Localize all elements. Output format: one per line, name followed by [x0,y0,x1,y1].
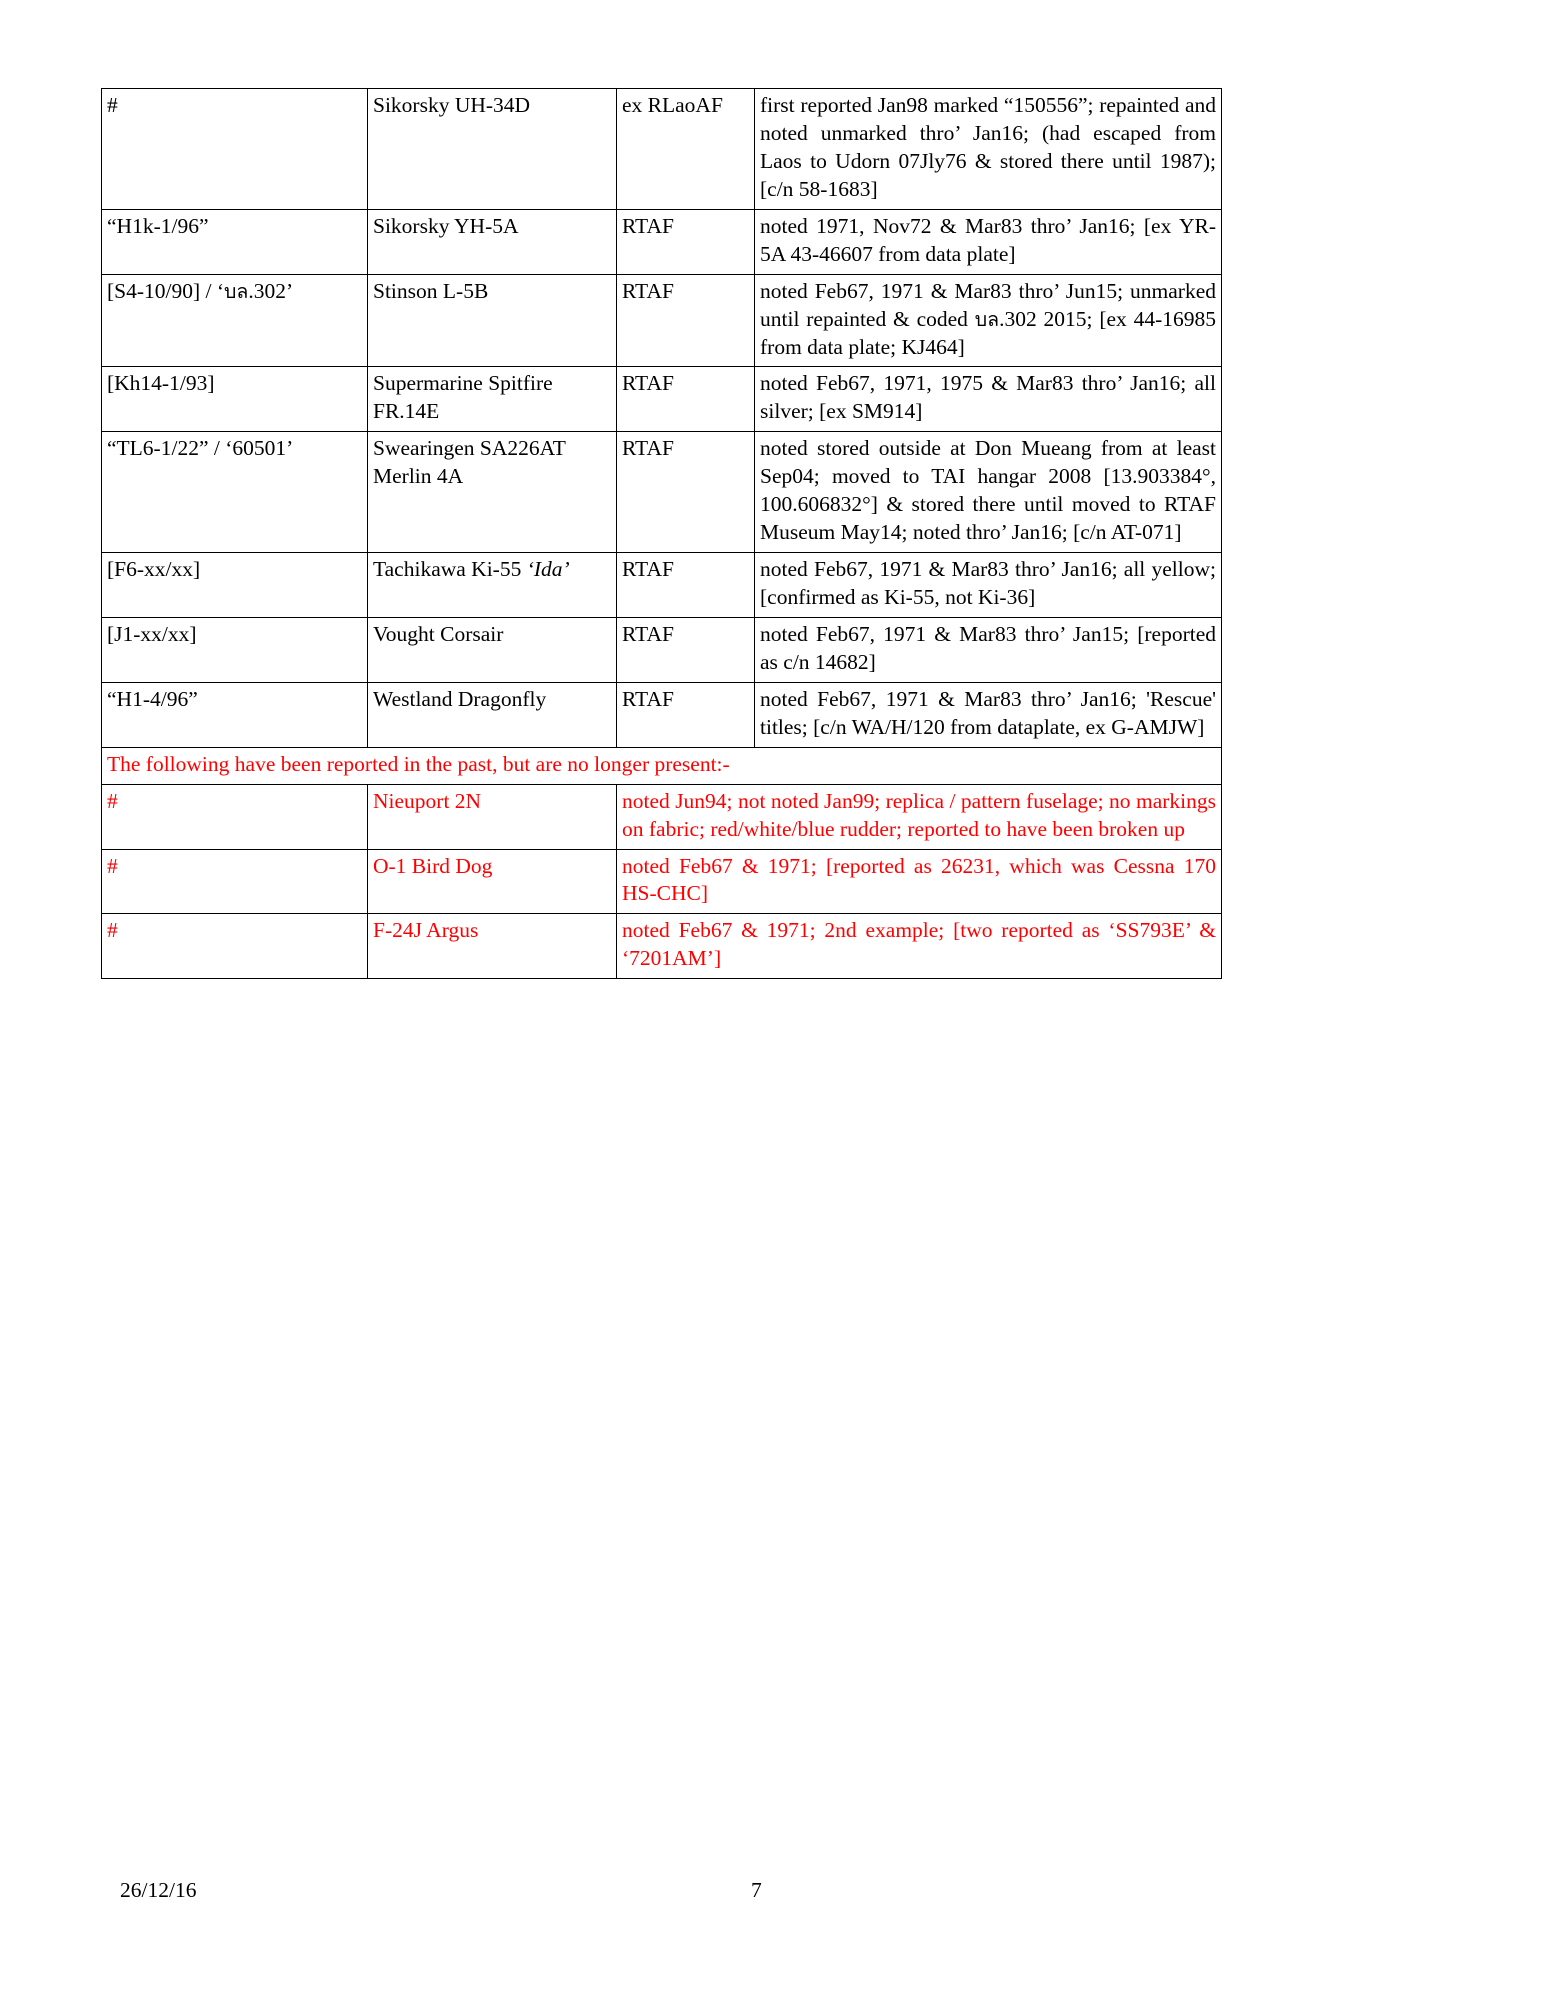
footer-page-number: 7 [751,1878,762,1902]
notes-text: noted Feb67 & 1971; [reported as 26231, which was Cessna 170 HS-CHC] [622,853,1216,906]
notes-text: noted Feb67, 1971 & Mar83 thro’ Jan16; all yellow; [confirmed as Ki-55, not Ki-36] [760,557,1216,609]
notes-text: noted Feb67, 1971 & Mar83 thro’ Jan16; 'Rescue' titles; [c/n WA/H/120 from dataplate, ex G-AMJW] [760,686,1216,739]
notes-part2: .302 2015; [ex 44-16985 from data plate; KJ464] [760,306,1216,359]
cell-type [368,553,617,618]
table-row [102,89,1222,210]
table-row [102,682,1222,747]
cell-notes [755,209,1222,274]
table-row [102,553,1222,618]
table-row-removed [102,849,1222,914]
cell-operator: RTAF [617,367,755,432]
cell-code: [J1-xx/xx] [102,617,368,682]
cell-type: O-1 Bird Dog [368,849,617,914]
cell-operator: RTAF [617,209,755,274]
cell-notes [617,784,1222,849]
table-row-removed [102,914,1222,979]
cell-code: [Kh14-1/93] [102,367,368,432]
type-nickname: ‘Ida’ [526,557,570,582]
cell-notes [755,682,1222,747]
notes-text: first reported Jan98 marked “150556”; repainted and noted unmarked thro’ Jan16; (had escaped from Laos to Udorn 07Jly76 & stored there until 1987); [c/n 58-1683] [760,93,1216,201]
table-row-removed [102,784,1222,849]
cell-notes [617,914,1222,979]
cell-operator: RTAF [617,553,755,618]
cell-type: Stinson L-5B [368,274,617,367]
cell-type: Westland Dragonfly [368,682,617,747]
notes-part1: noted Feb67, 1971 & Mar83 thro’ Jun15; unmarked until repainted & coded [760,278,1216,331]
cell-type: Supermarine Spitfire FR.14E [368,367,617,432]
notes-text: noted Feb67, 1971, 1975 & Mar83 thro’ Jan16; all silver; [ex SM914] [760,371,1216,424]
cell-type: Sikorsky YH-5A [368,209,617,274]
cell-type: Swearingen SA226AT Merlin 4A [368,432,617,553]
cell-code: [F6-xx/xx] [102,553,368,618]
notes-text [760,279,1216,359]
cell-type: Sikorsky UH-34D [368,89,617,210]
footer-date: 26/12/16 [120,1878,197,1902]
notes-text: noted Feb67, 1971 & Mar83 thro’ Jan15; [reported as c/n 14682] [760,621,1216,674]
notes-text: noted Jun94; not noted Jan99; replica / pattern fuselage; no markings on fabric; red/white/blue rudder; reported to have been broken up [622,788,1216,841]
code-prefix: [S4-10/90] / ‘ [107,278,225,303]
cell-notes [755,89,1222,210]
cell-operator: RTAF [617,432,755,553]
table-row [102,209,1222,274]
table-row [102,617,1222,682]
table-row [102,432,1222,553]
table-row [102,274,1222,367]
cell-operator: ex RLaoAF [617,89,755,210]
cell-notes [755,274,1222,367]
cell-operator: RTAF [617,617,755,682]
cell-notes [755,617,1222,682]
cell-code: “H1k-1/96” [102,209,368,274]
cell-notes [755,432,1222,553]
table-body [102,89,1222,979]
cell-code: # [102,849,368,914]
aircraft-table [101,88,1222,979]
table-banner-row [102,747,1222,784]
cell-code: # [102,914,368,979]
cell-code: “H1-4/96” [102,682,368,747]
cell-code: # [102,784,368,849]
code-thai: บล [224,279,249,303]
notes-text: noted 1971, Nov72 & Mar83 thro’ Jan16; [ex YR-5A 43-46607 from data plate] [760,213,1216,266]
banner-text: The following have been reported in the past, but are no longer present:- [102,747,1222,784]
cell-notes [755,553,1222,618]
cell-code: “TL6-1/22” / ‘60501’ [102,432,368,553]
code-suffix: .302’ [248,278,294,303]
table-row [102,367,1222,432]
cell-code: # [102,89,368,210]
notes-text: noted Feb67 & 1971; 2nd example; [two reported as ‘SS793E’ & ‘7201AM’] [622,918,1216,971]
cell-notes [755,367,1222,432]
notes-text: noted stored outside at Don Mueang from at least Sep04; moved to TAI hangar 2008 [13.903384°, 100.606832°] & stored there until moved to RTAF Museum May14; noted thro’ Jan16; [c/n AT-071] [760,436,1216,545]
cell-operator: RTAF [617,274,755,367]
cell-operator: RTAF [617,682,755,747]
notes-thai: บล [974,307,1000,331]
cell-type: F-24J Argus [368,914,617,979]
type-prefix: Tachikawa Ki-55 [373,557,527,582]
cell-notes [617,849,1222,914]
cell-code [102,274,368,367]
cell-type: Vought Corsair [368,617,617,682]
cell-type: Nieuport 2N [368,784,617,849]
